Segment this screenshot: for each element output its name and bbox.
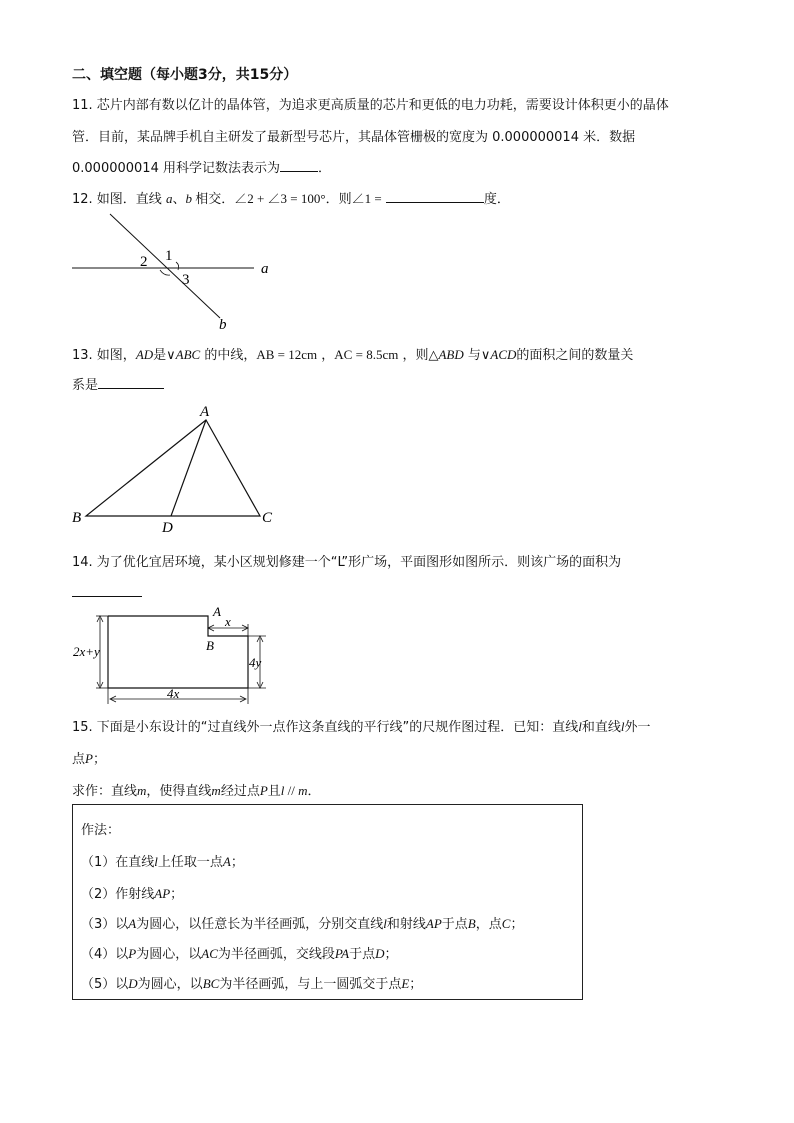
q13-comma: ， [317, 348, 335, 363]
q15-line2-prefix: 点 [72, 752, 86, 767]
s1-end: ； [230, 855, 244, 870]
q12-sep: 、 [172, 192, 186, 207]
q14-point-a: A [213, 604, 221, 619]
q12-angle-2-label: 2 [140, 254, 148, 270]
procedure-step-1 [81, 851, 244, 870]
s5-mid: 为圆心，以 [137, 977, 203, 992]
s4-pre: （4）以 [81, 947, 129, 962]
q15-procedure-box [72, 804, 583, 1000]
q15-parallel: // [284, 783, 299, 798]
s3-end: ； [510, 917, 524, 932]
s3-a: A [128, 916, 137, 931]
q14-answer-blank-row [72, 584, 142, 601]
q15-line1-end: 外一 [624, 720, 651, 735]
q12-suffix: 度． [483, 192, 510, 207]
s5-bc: BC [202, 976, 220, 991]
q13-triangle [86, 420, 260, 516]
q12-angle-arc-1 [176, 262, 179, 270]
q12-line-a: a [165, 191, 173, 206]
q13-point-d: D [162, 520, 173, 536]
s5-pre: （5）以 [81, 977, 129, 992]
q13-vertex-c: C [262, 510, 273, 526]
q15-l1: l [578, 719, 582, 734]
q13-t5: 的面积之间的数量关 [516, 348, 634, 363]
procedure-step-3 [81, 913, 523, 932]
q13-line1 [72, 344, 633, 363]
q13-line2 [72, 374, 164, 393]
procedure-step-5 [81, 973, 422, 992]
procedure-step-2 [81, 883, 183, 902]
s4-mid2: 为半径画弧，交线段 [217, 947, 335, 962]
q14-line1: 14. 为了优化宜居环境，某小区规划修建一个“L”形广场，平面图形如图所示．则该广场的面积为 [72, 555, 622, 570]
s4-end: ； [384, 947, 398, 962]
q14-label-right: 4y [249, 655, 262, 670]
s4-d: D [375, 946, 385, 961]
s2-ap: AP [154, 886, 171, 901]
q12-angle-3-label: 3 [182, 272, 190, 288]
s5-mid2: 为半径画弧，与上一圆弧交于点 [219, 977, 402, 992]
s3-l: l [383, 916, 387, 931]
s3-mid4: ，点 [475, 917, 502, 932]
q13-ac-eq: AC = 8.5cm [334, 347, 399, 362]
s2-end: ； [170, 887, 184, 902]
q12-prefix: 12. 如图．直线 [72, 192, 162, 207]
s5-d: D [128, 976, 138, 991]
q14-label-top: x [225, 614, 231, 629]
s3-b: B [467, 916, 476, 931]
procedure-title: 作法： [81, 823, 121, 838]
q13-vertex-b: B [72, 510, 82, 526]
s4-mid: 为圆心，以 [136, 947, 202, 962]
q14-point-b: B [206, 638, 214, 653]
q11-line1: 11. 芯片内部有数以亿计的晶体管，为追求更高质量的芯片和更低的电力功耗，需要设计体积更小的晶体 [72, 98, 669, 113]
s3-mid2: 和射线 [386, 917, 426, 932]
s4-p: P [128, 946, 137, 961]
q15-task-mid3: 且 [267, 784, 281, 799]
q13-acd: ACD [490, 347, 517, 362]
q13-t4: 与∨ [463, 348, 491, 363]
procedure-step-4 [81, 943, 398, 962]
s1-l: l [154, 854, 158, 869]
q15-m1: m [137, 783, 147, 798]
q15-p2: P [259, 783, 268, 798]
section-title: 二、填空题（每小题3分，共15分） [72, 67, 298, 83]
q12-angle-arc-2 [160, 270, 170, 275]
q14-label-left: 2x+y [73, 644, 100, 659]
q14-answer-blank[interactable] [72, 584, 142, 597]
q12-line-b-stroke [110, 214, 220, 318]
q13-t2: 的中线， [200, 348, 257, 363]
s4-mid3: 于点 [349, 947, 376, 962]
q13-ab-eq: AB = 12cm [256, 347, 318, 362]
q13-ad: AD [135, 347, 154, 362]
q15-line2-end: ； [92, 752, 106, 767]
q15-task-mid2: 经过点 [220, 784, 260, 799]
s3-mid: 为圆心，以任意长为半径画弧，分别交直线 [136, 917, 384, 932]
q12-label-b: b [219, 317, 227, 333]
q15-task-mid: ，使得直线 [146, 784, 212, 799]
q14-label-bottom: 4x [167, 686, 180, 701]
q15-l3: l [280, 783, 285, 798]
s1-a: A [222, 854, 231, 869]
q12-line-b: b [185, 191, 192, 206]
q15-p: P [85, 751, 93, 766]
s3-ap: AP [425, 916, 442, 931]
q15-m2: m [211, 783, 221, 798]
q15-task-end: ． [307, 784, 321, 799]
q11-line3-end: ． [317, 161, 331, 176]
q15-task [72, 780, 321, 799]
s3-c: C [501, 916, 511, 931]
q12-equation: 相交．∠2 + ∠3 = 100°．则∠1 = [191, 191, 382, 206]
s5-end: ； [409, 977, 423, 992]
s3-pre: （3）以 [81, 917, 129, 932]
q15-line1-prefix: 15. 下面是小东设计的“过直线外一点作这条直线的平行线”的尺规作图过程．已知：直线 [72, 720, 579, 735]
s4-ac: AC [201, 946, 218, 961]
s4-pa: PA [334, 946, 350, 961]
q13-abc: ABC [175, 347, 201, 362]
q15-line1 [72, 716, 651, 735]
q13-vertex-a: A [200, 404, 210, 420]
q15-line2 [72, 748, 106, 767]
q11-line2: 管．目前，某品牌手机自主研发了最新型号芯片，其晶体管栅极的宽度为 0.000000014 米．数据 [72, 130, 636, 145]
q13-prefix: 13. 如图， [72, 348, 136, 363]
q13-line2-text: 系是 [72, 378, 99, 393]
q13-t1: 是∨ [153, 348, 176, 363]
q12-label-a: a [261, 261, 269, 277]
q13-answer-blank[interactable] [98, 376, 164, 389]
q15-l2: l [620, 719, 625, 734]
s2-pre: （2）作射线 [81, 887, 155, 902]
q12-angle-1-label: 1 [165, 248, 173, 264]
q13-t3: ，则△ [398, 348, 439, 363]
q15-m3: m [298, 783, 308, 798]
s3-mid3: 于点 [441, 917, 468, 932]
q13-abd: ABD [438, 347, 464, 362]
q15-line1-mid: 和直线 [581, 720, 621, 735]
q11-line3-text: 0.000000014 用科学记数法表示为 [72, 161, 280, 176]
s1-mid: 上任取一点 [157, 855, 223, 870]
s1-pre: （1）在直线 [81, 855, 155, 870]
s5-e: E [401, 976, 410, 991]
q15-task-prefix: 求作：直线 [72, 784, 138, 799]
